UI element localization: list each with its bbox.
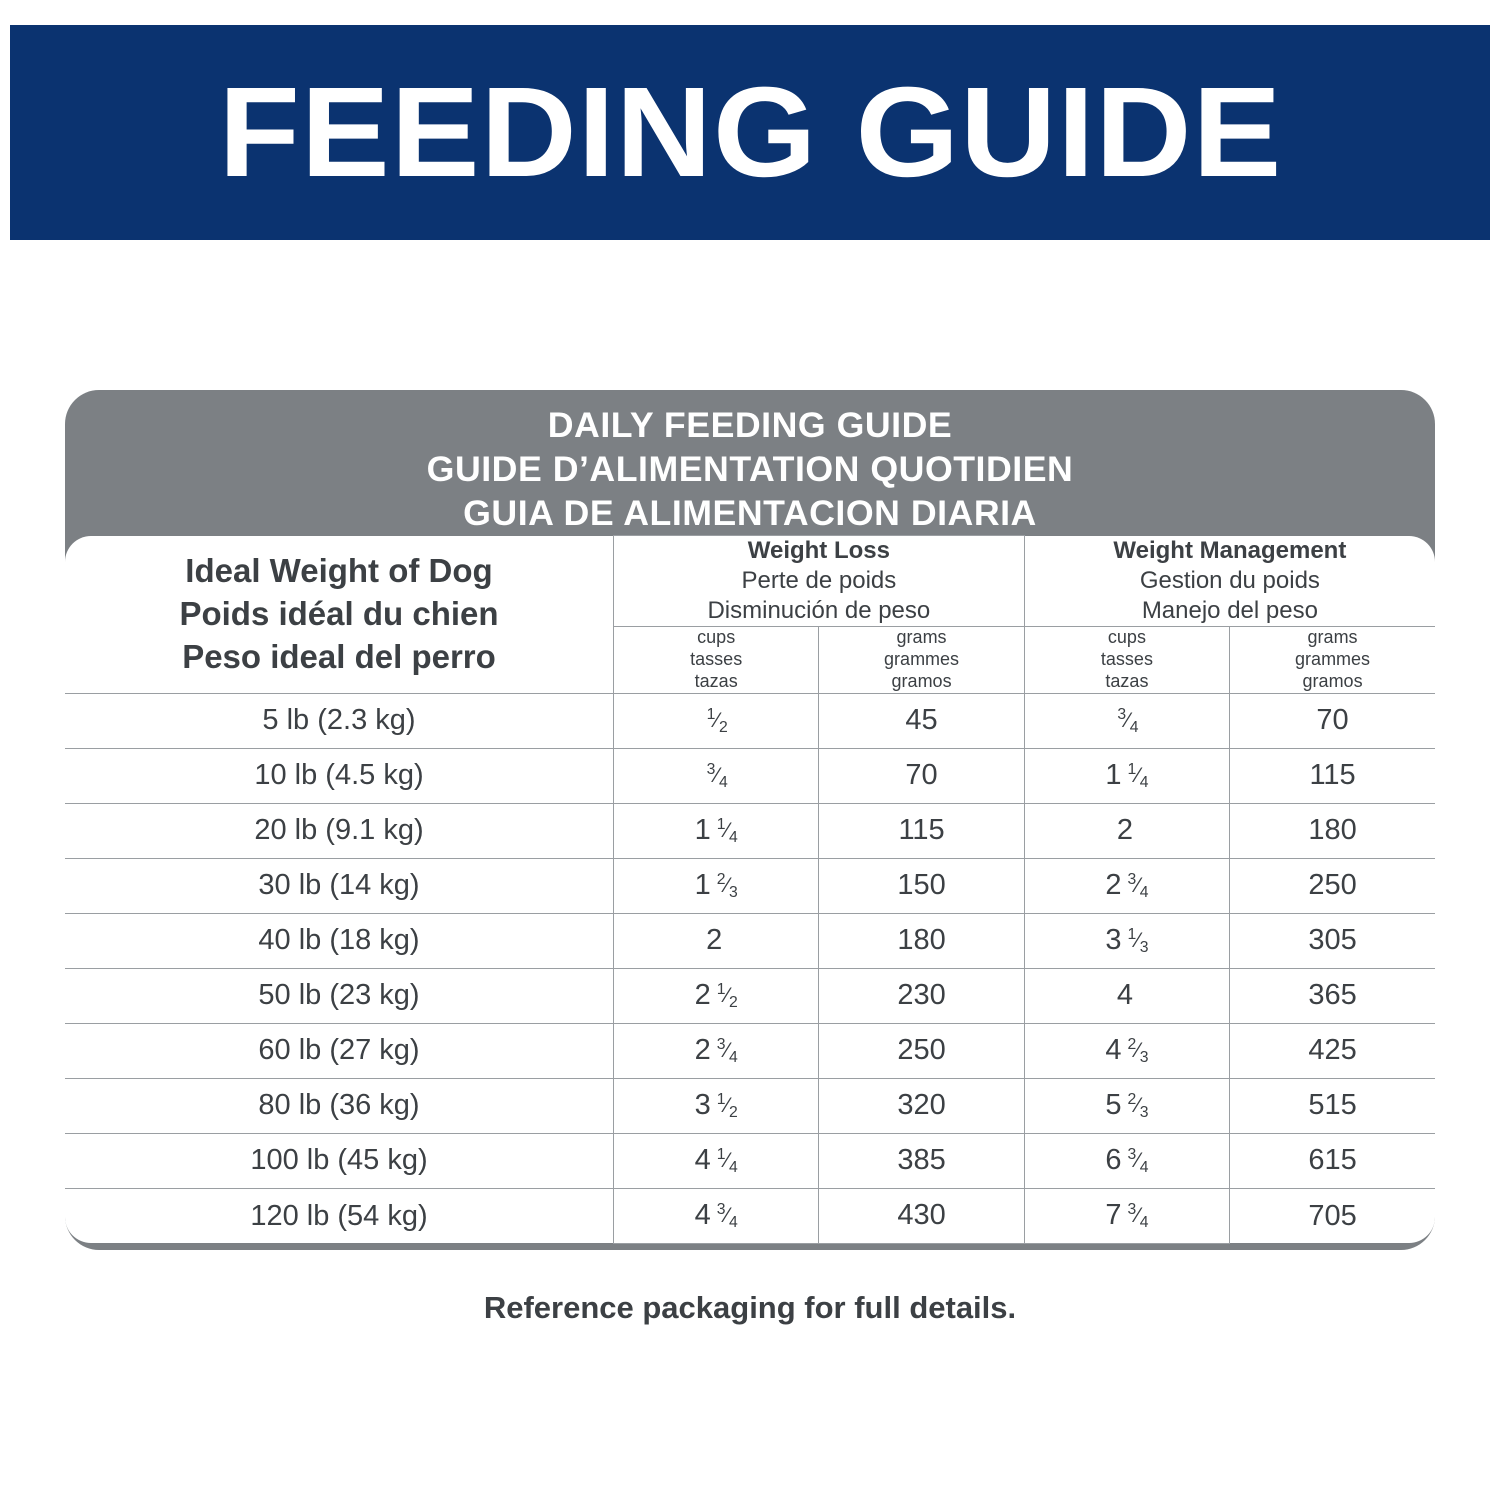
- header-unit-loss-cups: [614, 627, 819, 694]
- cell-loss-cups: [614, 693, 819, 748]
- table-row: [65, 1078, 1435, 1133]
- cups-whole: 3: [1105, 924, 1122, 957]
- cell-weight: 80 lb (36 kg): [65, 1078, 614, 1133]
- cell-loss-grams: 70: [819, 748, 1024, 803]
- cell-loss-cups: [614, 803, 819, 858]
- cell-mgmt-cups: [1024, 693, 1229, 748]
- cell-mgmt-grams: 425: [1230, 1023, 1435, 1078]
- card-heading-line-en: DAILY FEEDING GUIDE: [547, 406, 953, 445]
- cell-mgmt-grams: 180: [1230, 803, 1435, 858]
- table-row: [65, 858, 1435, 913]
- cell-mgmt-grams: 705: [1230, 1188, 1435, 1243]
- unit-label-en: cups: [1107, 627, 1146, 647]
- cups-fraction: $^2⁄_3$: [1127, 1036, 1149, 1067]
- footnote: Reference packaging for full details.: [483, 1290, 1017, 1325]
- cell-loss-cups: [614, 858, 819, 913]
- header-unit-loss-grams: [819, 627, 1024, 694]
- unit-label-es: tazas: [1105, 670, 1149, 691]
- cups-fraction: $^3⁄_4$: [1127, 1201, 1149, 1232]
- cups-whole: 4: [694, 1144, 711, 1177]
- cups-fraction: $^1⁄_4$: [716, 1146, 738, 1177]
- cups-fraction: $^2⁄_3$: [1127, 1091, 1149, 1122]
- cups-fraction: $^1⁄_2$: [706, 706, 728, 737]
- cell-weight: 120 lb (54 kg): [65, 1188, 614, 1243]
- card-heading-line-es: GUIA DE ALIMENTACION DIARIA: [463, 494, 1037, 534]
- cups-whole: 1: [1105, 759, 1122, 792]
- cell-mgmt-grams: 115: [1230, 748, 1435, 803]
- cell-loss-grams: 430: [819, 1188, 1024, 1243]
- group-weight-management-fr: Gestion du poids: [1139, 566, 1320, 594]
- cell-mgmt-cups: [1024, 1023, 1229, 1078]
- cups-fraction: $^2⁄_3$: [716, 871, 738, 902]
- cups-fraction: $^3⁄_4$: [1127, 1146, 1149, 1177]
- unit-label-fr: grammes: [1295, 648, 1371, 669]
- cell-weight: 50 lb (23 kg): [65, 968, 614, 1023]
- cups-fraction: $^1⁄_3$: [1127, 926, 1149, 957]
- table-row: [65, 968, 1435, 1023]
- unit-label-fr: grammes: [884, 648, 960, 669]
- unit-label-es: gramos: [1302, 670, 1363, 691]
- group-weight-loss-es: Disminución de peso: [707, 597, 931, 624]
- cell-weight: 5 lb (2.3 kg): [65, 693, 614, 748]
- cups-fraction: $^3⁄_4$: [716, 1201, 738, 1232]
- cell-loss-cups: [614, 968, 819, 1023]
- header-ideal-weight-es: Peso ideal del perro: [182, 637, 496, 675]
- table-row: [65, 693, 1435, 748]
- cell-loss-cups: [614, 1023, 819, 1078]
- cell-loss-grams: 150: [819, 858, 1024, 913]
- cell-mgmt-grams: 515: [1230, 1078, 1435, 1133]
- cell-mgmt-cups: [1024, 803, 1229, 858]
- cell-mgmt-grams: 615: [1230, 1133, 1435, 1188]
- cups-fraction: $^3⁄_4$: [1127, 871, 1149, 902]
- cups-whole: 3: [694, 1089, 711, 1122]
- header-group-weight-loss: [614, 536, 1025, 627]
- cups-whole: 2: [706, 924, 723, 957]
- cell-weight: 100 lb (45 kg): [65, 1133, 614, 1188]
- table-row: [65, 1188, 1435, 1243]
- cups-whole: 4: [1105, 1034, 1122, 1067]
- cell-mgmt-grams: 70: [1230, 693, 1435, 748]
- cups-whole: 2: [1105, 869, 1122, 902]
- cups-whole: 2: [694, 979, 711, 1012]
- cell-loss-grams: 230: [819, 968, 1024, 1023]
- group-weight-loss-fr: Perte de poids: [741, 567, 897, 594]
- table-row: [65, 748, 1435, 803]
- unit-label-es: tazas: [694, 670, 738, 691]
- cell-loss-cups: [614, 1078, 819, 1133]
- card-heading-line-fr: GUIDE D’ALIMENTATION QUOTIDIEN: [426, 450, 1074, 490]
- cell-mgmt-grams: 250: [1230, 858, 1435, 913]
- group-weight-loss-en: Weight Loss: [747, 537, 890, 564]
- cell-loss-grams: 180: [819, 913, 1024, 968]
- table-row: [65, 1133, 1435, 1188]
- card-heading: [65, 390, 1435, 536]
- cell-mgmt-grams: 305: [1230, 913, 1435, 968]
- header-ideal-weight-fr: Poids idéal du chien: [179, 594, 499, 632]
- feeding-table: [65, 535, 1435, 1244]
- cell-loss-cups: [614, 913, 819, 968]
- page-title: FEEDING GUIDE: [218, 60, 1282, 204]
- header-ideal-weight: [65, 536, 614, 694]
- unit-label-en: grams: [1307, 627, 1358, 647]
- cups-whole: 1: [694, 869, 711, 902]
- cell-loss-grams: 320: [819, 1078, 1024, 1133]
- feeding-guide-banner: [10, 25, 1490, 240]
- cell-loss-cups: [614, 1133, 819, 1188]
- cups-fraction: $^1⁄_4$: [716, 816, 738, 847]
- table-header-row-groups: [65, 536, 1435, 627]
- cups-fraction: $^1⁄_4$: [1127, 761, 1149, 792]
- cell-weight: 10 lb (4.5 kg): [65, 748, 614, 803]
- unit-label-es: gramos: [891, 670, 952, 691]
- cell-weight: 40 lb (18 kg): [65, 913, 614, 968]
- cell-weight: 20 lb (9.1 kg): [65, 803, 614, 858]
- cups-whole: 6: [1105, 1144, 1122, 1177]
- cell-mgmt-cups: [1024, 968, 1229, 1023]
- cell-weight: 60 lb (27 kg): [65, 1023, 614, 1078]
- cups-whole: 1: [694, 814, 711, 847]
- cups-whole: 2: [1116, 814, 1133, 847]
- unit-label-fr: tasses: [690, 648, 743, 669]
- daily-feeding-guide-card: [65, 390, 1435, 1250]
- cell-weight: 30 lb (14 kg): [65, 858, 614, 913]
- unit-label-en: cups: [697, 627, 736, 647]
- cups-fraction: $^1⁄_2$: [716, 1091, 738, 1122]
- cups-fraction: $^1⁄_2$: [716, 981, 738, 1012]
- cups-fraction: $^3⁄_4$: [716, 1036, 738, 1067]
- header-group-weight-management: [1024, 536, 1435, 627]
- cell-mgmt-cups: [1024, 913, 1229, 968]
- group-weight-management-es: Manejo del peso: [1141, 596, 1318, 624]
- cell-loss-grams: 250: [819, 1023, 1024, 1078]
- group-weight-management-en: Weight Management: [1113, 536, 1347, 564]
- cell-loss-grams: 115: [819, 803, 1024, 858]
- cell-loss-cups: [614, 1188, 819, 1243]
- table-row: [65, 1023, 1435, 1078]
- cups-whole: 2: [694, 1034, 711, 1067]
- cell-mgmt-cups: [1024, 748, 1229, 803]
- table-row: [65, 803, 1435, 858]
- cups-fraction: $^3⁄_4$: [1117, 706, 1139, 737]
- cell-mgmt-cups: [1024, 1133, 1229, 1188]
- unit-label-fr: tasses: [1100, 648, 1153, 669]
- cell-mgmt-cups: [1024, 1078, 1229, 1133]
- cell-mgmt-cups: [1024, 858, 1229, 913]
- cell-loss-cups: [614, 748, 819, 803]
- table-row: [65, 913, 1435, 968]
- cell-loss-grams: 45: [819, 693, 1024, 748]
- header-unit-mgmt-grams: [1230, 627, 1435, 694]
- cell-loss-grams: 385: [819, 1133, 1024, 1188]
- cups-whole: 5: [1105, 1089, 1122, 1122]
- cups-whole: 4: [694, 1199, 711, 1232]
- unit-label-en: grams: [896, 627, 947, 647]
- feeding-table-wrap: [65, 535, 1435, 1250]
- cups-fraction: $^3⁄_4$: [706, 761, 728, 792]
- header-ideal-weight-en: Ideal Weight of Dog: [185, 551, 493, 589]
- header-unit-mgmt-cups: [1024, 627, 1229, 694]
- cups-whole: 4: [1116, 979, 1133, 1012]
- cups-whole: 7: [1105, 1199, 1122, 1232]
- cell-mgmt-grams: 365: [1230, 968, 1435, 1023]
- cell-mgmt-cups: [1024, 1188, 1229, 1243]
